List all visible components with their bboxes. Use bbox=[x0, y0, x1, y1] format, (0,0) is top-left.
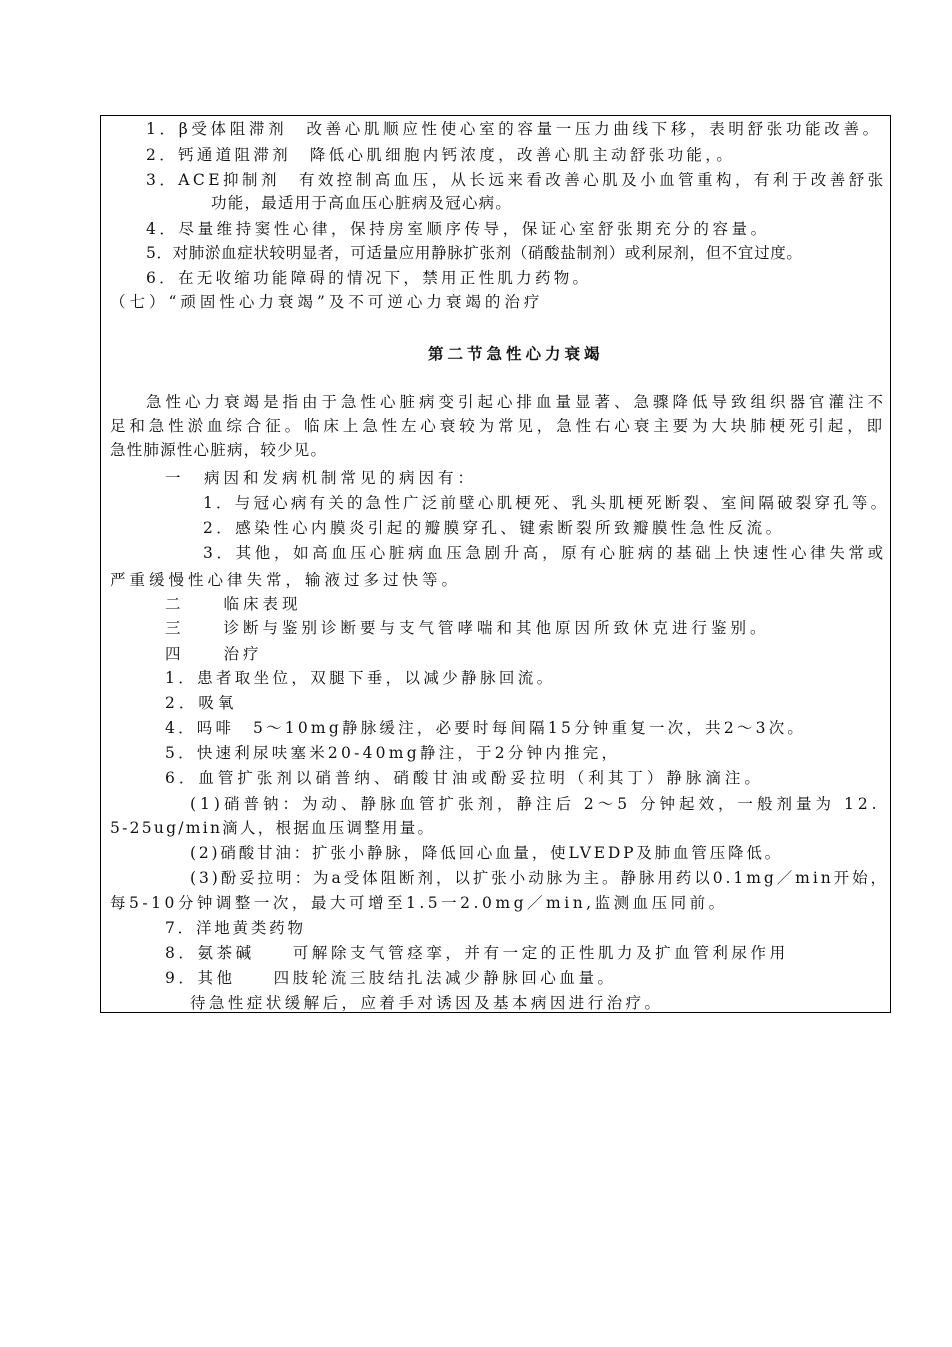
text-line: 7．洋地黄类药物 bbox=[165, 919, 306, 937]
text-line: 3．其他，如高血压心脏病血压急剧升高，原有心脏病的基础上快速性心律失常或 bbox=[203, 544, 887, 562]
text-line: 8．氨茶碱 可解除支气管痉挛，并有一定的正性肌力及扩血管利尿作用 bbox=[165, 944, 789, 962]
text-line: 待急性症状缓解后，应着手对诱因及基本病因进行治疗。 bbox=[190, 994, 664, 1012]
text-line: 5．快速利尿呋塞米20-40mg静注，于2分钟内推完， bbox=[165, 744, 621, 762]
text-line: 2．感染性心内膜炎引起的瓣膜穿孔、键索断裂所致瓣膜性急性反流。 bbox=[203, 519, 785, 537]
text-line: 严重缓慢性心律失常，输液过多过快等。 bbox=[110, 571, 462, 589]
text-line: 6．血管扩张剂以硝普纳、硝酸甘油或酚妥拉明（利其丁）静脉滴注。 bbox=[165, 769, 764, 787]
text-line: 足和急性淤血综合征。临床上急性左心衰较为常见，急性右心衰主要为大块肺梗死引起，即 bbox=[110, 417, 887, 435]
text-line: 1．患者取坐位，双腿下垂，以减少静脉回流。 bbox=[165, 669, 556, 687]
text-line: 2．吸氧 bbox=[165, 694, 238, 712]
text-line: (1)硝普钠：为动、静脉血管扩张剂，静注后 2～5 分钟起效，一般剂量为 12. bbox=[190, 795, 881, 813]
text-line: 6．在无收缩功能障碍的情况下，禁用正性肌力药物。 bbox=[146, 269, 592, 287]
text-line: 每5-10分钟调整一次，最大可增至1.5一2.0mg／min,监测血压同前。 bbox=[110, 894, 728, 912]
text-line: 4．尽量维持窦性心律，保持房室顺序传导，保证心室舒张期充分的容量。 bbox=[146, 220, 770, 238]
text-line: 2．钙通道阻滞剂 降低心肌细胞内钙浓度，改善心肌主动舒张功能，。 bbox=[146, 146, 736, 164]
text-line: （七）“顽固性心力衰竭”及不可逆心力衰竭的治疗 bbox=[110, 293, 544, 311]
text-line: 一 病因和发病机制常见的病因有： bbox=[165, 469, 478, 487]
text-line: 三 诊断与鉴别诊断要与支气管哮喘和其他原因所致休克进行鉴别。 bbox=[165, 619, 770, 637]
text-line: (3)酚妥拉明：为a受体阻断剂，以扩张小动脉为主。静脉用药以0.1mg／min开始， bbox=[190, 869, 890, 887]
text-line: 3．ACE抑制剂 有效控制高血压，从长远来看改善心肌及小血管重构，有利于改善舒张 bbox=[146, 171, 887, 189]
text-line: 1．β受体阻滞剂 改善心肌顺应性使心室的容量一压力曲线下移，表明舒张功能改善。 bbox=[146, 120, 882, 138]
text-line: 四 治疗 bbox=[165, 645, 263, 663]
text-line: 9．其他 四肢轮流三肢结扎法减少静脉回心血量。 bbox=[165, 969, 617, 987]
text-line: 4．吗啡 5～10mg静脉缓注，必要时每间隔15分钟重复一次，共2～3次。 bbox=[165, 719, 807, 737]
text-line: 急性心力衰竭是指由于急性心脏病变引起心排血量显著、急骤降低导致组织器官灌注不 bbox=[146, 393, 888, 411]
text-line: 二 临床表现 bbox=[165, 595, 302, 613]
text-line: (2)硝酸甘油：扩张小静脉，降低回心血量，使LVEDP及肺血管压降低。 bbox=[190, 844, 783, 862]
section-title: 第二节急性心力衰竭 bbox=[428, 344, 604, 363]
text-line: 急性肺源性心脏病，较少见。 bbox=[110, 441, 328, 459]
text-line: 功能，最适用于高血压心脏病及冠心病。 bbox=[211, 194, 513, 212]
text-line: 5．对肺淤血症状较明显者，可适量应用静脉扩张剂（硝酸盐制剂）或利尿剂，但不宜过度。 bbox=[146, 244, 803, 262]
text-line: 5-25ug/min滴人，根据血压调整用量。 bbox=[110, 819, 436, 837]
text-line: 1．与冠心病有关的急性广泛前壁心肌梗死、乳头肌梗死断裂、室间隔破裂穿孔等。 bbox=[203, 494, 890, 512]
